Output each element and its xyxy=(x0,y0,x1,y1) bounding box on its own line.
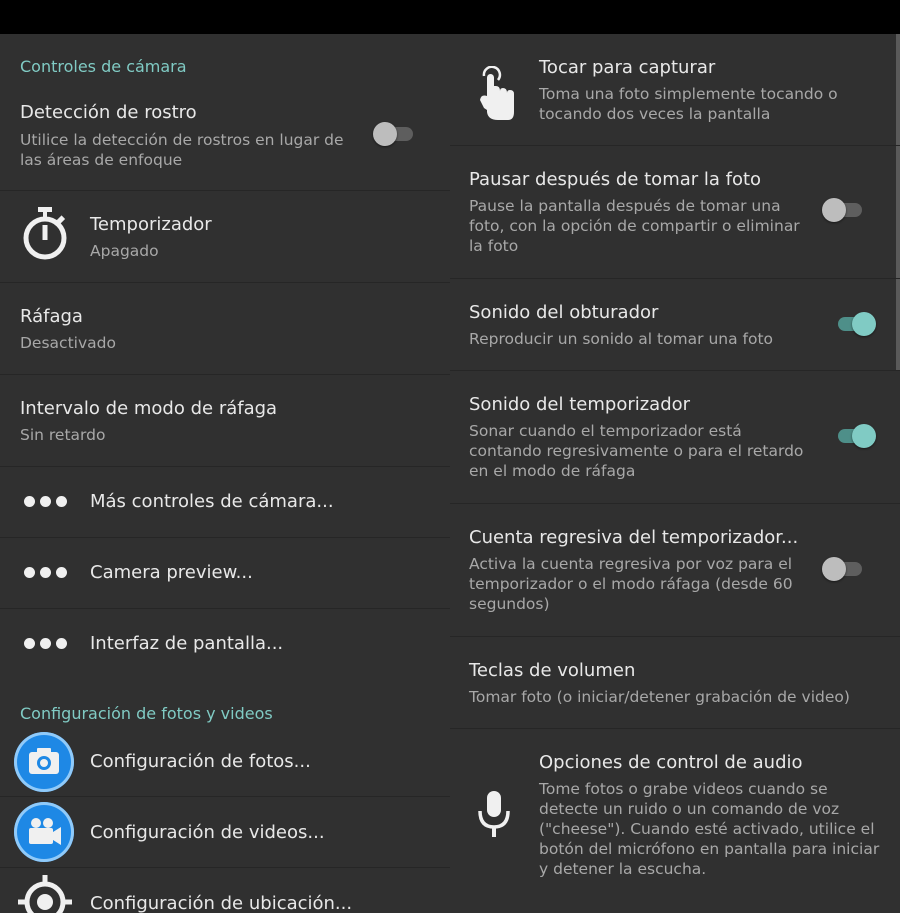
camera-icon-badge xyxy=(14,732,74,792)
touch-capture-setting[interactable] xyxy=(450,34,900,145)
right-settings-panel xyxy=(450,34,900,913)
location-settings-label: Configuración de ubicación... xyxy=(90,893,353,913)
audio-control-summary: Tome fotos o grabe videos cuando se detecte un ruido o un comando de voz ("cheese"). Cuando esté activado, utilice el botón del micrófono en pantalla para iniciar y detener la escucha. xyxy=(539,780,880,878)
touch-capture-title: Tocar para capturar xyxy=(539,57,716,78)
screen-interface-item[interactable] xyxy=(0,609,450,679)
video-settings-label: Configuración de videos... xyxy=(90,822,325,843)
shutter-sound-toggle[interactable] xyxy=(832,310,876,338)
left-settings-panel xyxy=(0,34,450,913)
timer-sound-setting[interactable] xyxy=(450,371,900,503)
timer-countdown-setting[interactable] xyxy=(450,504,900,636)
shutter-sound-summary: Reproducir un sonido al tomar una foto xyxy=(469,330,774,348)
burst-interval-setting[interactable] xyxy=(0,375,450,466)
timer-title: Temporizador xyxy=(90,214,212,235)
camera-preview-label: Camera preview... xyxy=(90,562,253,583)
face-detection-toggle[interactable] xyxy=(373,120,417,148)
pause-after-photo-toggle[interactable] xyxy=(822,196,866,224)
camera-icon xyxy=(14,732,74,792)
burst-title: Ráfaga xyxy=(20,306,83,327)
shutter-sound-title: Sonido del obturador xyxy=(469,302,659,323)
timer-countdown-title: Cuenta regresiva del temporizador... xyxy=(469,527,799,548)
toggle-thumb xyxy=(852,424,876,448)
timer-sound-toggle[interactable] xyxy=(832,422,876,450)
video-camera-icon-badge xyxy=(14,802,74,862)
section-header-photos-videos: Configuración de fotos y videos xyxy=(20,704,273,723)
timer-sound-title: Sonido del temporizador xyxy=(469,394,691,415)
video-camera-icon xyxy=(14,802,74,862)
toggle-thumb xyxy=(373,122,397,146)
location-crosshair-icon xyxy=(16,873,74,913)
audio-control-setting[interactable] xyxy=(450,729,900,899)
microphone-icon xyxy=(474,789,514,841)
more-dots-icon xyxy=(24,567,68,579)
audio-control-title: Opciones de control de audio xyxy=(539,752,803,773)
volume-keys-title: Teclas de volumen xyxy=(469,660,636,681)
pause-after-photo-title: Pausar después de tomar la foto xyxy=(469,169,762,190)
burst-summary: Desactivado xyxy=(20,334,116,352)
photo-settings-item[interactable] xyxy=(0,731,450,796)
toggle-thumb xyxy=(852,312,876,336)
timer-countdown-toggle[interactable] xyxy=(822,555,866,583)
timer-summary: Apagado xyxy=(90,242,159,260)
toggle-thumb xyxy=(822,557,846,581)
touch-hand-icon xyxy=(474,66,518,122)
camera-preview-item[interactable] xyxy=(0,538,450,608)
timer-sound-summary: Sonar cuando el temporizador está contando regresivamente o para el retardo en el modo de ráfaga xyxy=(469,422,804,480)
volume-keys-setting[interactable] xyxy=(450,637,900,728)
face-detection-title: Detección de rostro xyxy=(20,102,197,123)
more-dots-icon xyxy=(24,496,68,508)
pause-after-photo-setting[interactable] xyxy=(450,146,900,278)
photo-settings-label: Configuración de fotos... xyxy=(90,751,311,772)
more-camera-controls-label: Más controles de cámara... xyxy=(90,491,334,512)
burst-interval-title: Intervalo de modo de ráfaga xyxy=(20,398,278,419)
toggle-thumb xyxy=(822,198,846,222)
shutter-sound-setting[interactable] xyxy=(450,279,900,370)
more-dots-icon xyxy=(24,638,68,650)
section-header-camera-controls: Controles de cámara xyxy=(20,57,187,76)
burst-setting[interactable] xyxy=(0,283,450,374)
video-settings-item[interactable] xyxy=(0,797,450,867)
touch-capture-summary: Toma una foto simplemente tocando o tocando dos veces la pantalla xyxy=(539,85,838,123)
face-detection-setting[interactable] xyxy=(0,90,450,190)
pause-after-photo-summary: Pause la pantalla después de tomar una foto, con la opción de compartir o eliminar la foto xyxy=(469,197,800,255)
burst-interval-summary: Sin retardo xyxy=(20,426,106,444)
timer-countdown-summary: Activa la cuenta regresiva por voz para el temporizador o el modo ráfaga (desde 60 segundos) xyxy=(469,555,793,613)
volume-keys-summary: Tomar foto (o iniciar/detener grabación de video) xyxy=(469,688,850,706)
stopwatch-icon xyxy=(20,205,70,263)
screen-interface-label: Interfaz de pantalla... xyxy=(90,633,284,654)
location-settings-item[interactable] xyxy=(0,868,450,913)
face-detection-summary: Utilice la detección de rostros en lugar de las áreas de enfoque xyxy=(20,131,344,169)
more-camera-controls-item[interactable] xyxy=(0,467,450,537)
timer-setting[interactable] xyxy=(0,191,450,282)
